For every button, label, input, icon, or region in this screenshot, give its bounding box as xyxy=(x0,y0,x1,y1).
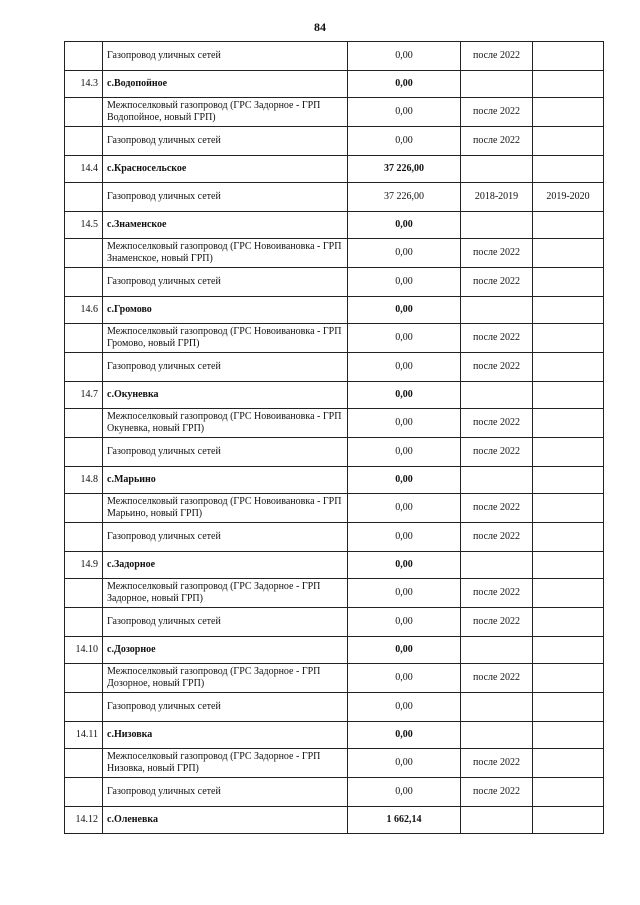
row-period-end xyxy=(533,807,604,834)
row-name: Межпоселковый газопровод (ГРС Новоивановка - ГРП Окуневка, новый ГРП) xyxy=(103,409,348,438)
row-value: 0,00 xyxy=(348,409,461,438)
row-value: 0,00 xyxy=(348,438,461,467)
row-period-start: 2018-2019 xyxy=(461,183,533,212)
row-name: Газопровод уличных сетей xyxy=(103,183,348,212)
row-period-end xyxy=(533,297,604,324)
row-number xyxy=(65,608,103,637)
row-period-end xyxy=(533,608,604,637)
row-number xyxy=(65,409,103,438)
row-number xyxy=(65,98,103,127)
row-number xyxy=(65,438,103,467)
table-row xyxy=(65,42,604,71)
table-row xyxy=(65,353,604,382)
row-number: 14.8 xyxy=(65,467,103,494)
table-row xyxy=(65,693,604,722)
settlement-row xyxy=(65,722,604,749)
row-period-end xyxy=(533,722,604,749)
row-number: 14.10 xyxy=(65,637,103,664)
row-name: с.Громово xyxy=(103,297,348,324)
row-name: Межпоселковый газопровод (ГРС Новоивановка - ГРП Марьино, новый ГРП) xyxy=(103,494,348,523)
row-value: 0,00 xyxy=(348,324,461,353)
table-row xyxy=(65,324,604,353)
row-period-start: после 2022 xyxy=(461,664,533,693)
row-value: 0,00 xyxy=(348,693,461,722)
row-period-end xyxy=(533,467,604,494)
row-name: Газопровод уличных сетей xyxy=(103,693,348,722)
row-period-end xyxy=(533,212,604,239)
row-period-start xyxy=(461,637,533,664)
row-period-end xyxy=(533,664,604,693)
row-value: 37 226,00 xyxy=(348,183,461,212)
settlement-row xyxy=(65,297,604,324)
row-period-start xyxy=(461,807,533,834)
row-period-end xyxy=(533,156,604,183)
row-period-start xyxy=(461,552,533,579)
row-period-start xyxy=(461,212,533,239)
row-number: 14.12 xyxy=(65,807,103,834)
row-period-start: после 2022 xyxy=(461,409,533,438)
row-name: с.Красносельское xyxy=(103,156,348,183)
row-number: 14.4 xyxy=(65,156,103,183)
row-period-end xyxy=(533,324,604,353)
table-row xyxy=(65,494,604,523)
row-value: 0,00 xyxy=(348,523,461,552)
row-number xyxy=(65,183,103,212)
row-period-start: после 2022 xyxy=(461,523,533,552)
row-period-start: после 2022 xyxy=(461,98,533,127)
row-period-end xyxy=(533,409,604,438)
row-number xyxy=(65,778,103,807)
row-number xyxy=(65,494,103,523)
row-name: Межпоселковый газопровод (ГРС Новоивановка - ГРП Знаменское, новый ГРП) xyxy=(103,239,348,268)
row-number: 14.5 xyxy=(65,212,103,239)
row-number xyxy=(65,42,103,71)
settlement-row xyxy=(65,382,604,409)
table-row xyxy=(65,778,604,807)
row-name: Газопровод уличных сетей xyxy=(103,127,348,156)
settlement-row xyxy=(65,637,604,664)
row-period-start: после 2022 xyxy=(461,608,533,637)
row-number: 14.6 xyxy=(65,297,103,324)
row-name: Межпоселковый газопровод (ГРС Задорное - ГРП Низовка, новый ГРП) xyxy=(103,749,348,778)
row-period-end xyxy=(533,693,604,722)
table-row xyxy=(65,608,604,637)
row-number: 14.7 xyxy=(65,382,103,409)
row-number xyxy=(65,239,103,268)
row-period-end xyxy=(533,353,604,382)
row-period-start: после 2022 xyxy=(461,353,533,382)
row-number: 14.11 xyxy=(65,722,103,749)
row-name: с.Окуневка xyxy=(103,382,348,409)
row-number xyxy=(65,523,103,552)
row-value: 0,00 xyxy=(348,778,461,807)
row-value: 0,00 xyxy=(348,353,461,382)
table-row xyxy=(65,127,604,156)
row-period-end xyxy=(533,127,604,156)
row-number xyxy=(65,693,103,722)
row-name: Межпоселковый газопровод (ГРС Задорное - ГРП Задорное, новый ГРП) xyxy=(103,579,348,608)
row-number: 14.3 xyxy=(65,71,103,98)
row-period-end xyxy=(533,552,604,579)
row-name: с.Марьино xyxy=(103,467,348,494)
row-period-start: после 2022 xyxy=(461,579,533,608)
settlement-row xyxy=(65,467,604,494)
settlement-row xyxy=(65,552,604,579)
table-body xyxy=(65,42,604,834)
row-value: 0,00 xyxy=(348,664,461,693)
row-name: с.Низовка xyxy=(103,722,348,749)
settlement-row xyxy=(65,807,604,834)
row-value: 0,00 xyxy=(348,127,461,156)
row-period-start xyxy=(461,382,533,409)
row-number xyxy=(65,749,103,778)
row-value: 37 226,00 xyxy=(348,156,461,183)
row-period-start: после 2022 xyxy=(461,324,533,353)
row-name: Газопровод уличных сетей xyxy=(103,42,348,71)
row-value: 0,00 xyxy=(348,494,461,523)
row-period-end xyxy=(533,778,604,807)
row-number xyxy=(65,268,103,297)
row-period-start xyxy=(461,71,533,98)
row-value: 0,00 xyxy=(348,382,461,409)
row-number xyxy=(65,127,103,156)
row-value: 0,00 xyxy=(348,467,461,494)
row-value: 0,00 xyxy=(348,268,461,297)
row-period-start: после 2022 xyxy=(461,778,533,807)
settlement-row xyxy=(65,212,604,239)
row-name: с.Знаменское xyxy=(103,212,348,239)
row-period-start xyxy=(461,722,533,749)
row-value: 0,00 xyxy=(348,722,461,749)
row-name: Газопровод уличных сетей xyxy=(103,608,348,637)
row-value: 0,00 xyxy=(348,212,461,239)
row-period-end xyxy=(533,494,604,523)
row-value: 1 662,14 xyxy=(348,807,461,834)
row-number xyxy=(65,353,103,382)
settlement-row xyxy=(65,156,604,183)
table-row xyxy=(65,749,604,778)
row-name: Межпоселковый газопровод (ГРС Задорное - ГРП Водопойное, новый ГРП) xyxy=(103,98,348,127)
row-period-start: после 2022 xyxy=(461,127,533,156)
row-period-end xyxy=(533,579,604,608)
row-period-start: после 2022 xyxy=(461,42,533,71)
table-row xyxy=(65,523,604,552)
row-name: с.Дозорное xyxy=(103,637,348,664)
row-period-end xyxy=(533,98,604,127)
row-value: 0,00 xyxy=(348,579,461,608)
row-value: 0,00 xyxy=(348,749,461,778)
row-period-start xyxy=(461,693,533,722)
table-row xyxy=(65,98,604,127)
row-period-start: после 2022 xyxy=(461,239,533,268)
row-number xyxy=(65,664,103,693)
row-value: 0,00 xyxy=(348,297,461,324)
row-period-start xyxy=(461,467,533,494)
row-name: с.Оленевка xyxy=(103,807,348,834)
row-value: 0,00 xyxy=(348,42,461,71)
row-period-start: после 2022 xyxy=(461,494,533,523)
row-name: с.Водопойное xyxy=(103,71,348,98)
row-period-end xyxy=(533,438,604,467)
table-row xyxy=(65,183,604,212)
row-name: Газопровод уличных сетей xyxy=(103,268,348,297)
row-period-start xyxy=(461,156,533,183)
row-period-end xyxy=(533,71,604,98)
row-name: Межпоселковый газопровод (ГРС Задорное - ГРП Дозорное, новый ГРП) xyxy=(103,664,348,693)
row-number: 14.9 xyxy=(65,552,103,579)
row-period-start xyxy=(461,297,533,324)
row-value: 0,00 xyxy=(348,239,461,268)
row-value: 0,00 xyxy=(348,552,461,579)
table-row xyxy=(65,438,604,467)
row-name: Газопровод уличных сетей xyxy=(103,778,348,807)
row-period-end: 2019-2020 xyxy=(533,183,604,212)
table-row xyxy=(65,664,604,693)
table-row xyxy=(65,409,604,438)
gas-pipeline-table xyxy=(64,41,604,834)
row-period-end xyxy=(533,268,604,297)
row-name: с.Задорное xyxy=(103,552,348,579)
table-row xyxy=(65,579,604,608)
row-period-end xyxy=(533,382,604,409)
row-period-end xyxy=(533,637,604,664)
row-number xyxy=(65,579,103,608)
row-period-end xyxy=(533,239,604,268)
row-period-start: после 2022 xyxy=(461,438,533,467)
row-value: 0,00 xyxy=(348,608,461,637)
row-name: Газопровод уличных сетей xyxy=(103,353,348,382)
row-name: Межпоселковый газопровод (ГРС Новоивановка - ГРП Громово, новый ГРП) xyxy=(103,324,348,353)
row-name: Газопровод уличных сетей xyxy=(103,438,348,467)
row-period-start: после 2022 xyxy=(461,749,533,778)
row-number xyxy=(65,324,103,353)
row-value: 0,00 xyxy=(348,98,461,127)
table-row xyxy=(65,239,604,268)
row-period-start: после 2022 xyxy=(461,268,533,297)
table-row xyxy=(65,268,604,297)
settlement-row xyxy=(65,71,604,98)
row-value: 0,00 xyxy=(348,71,461,98)
row-period-end xyxy=(533,42,604,71)
page-number: 84 xyxy=(314,20,326,34)
row-value: 0,00 xyxy=(348,637,461,664)
row-period-end xyxy=(533,749,604,778)
row-period-end xyxy=(533,523,604,552)
row-name: Газопровод уличных сетей xyxy=(103,523,348,552)
